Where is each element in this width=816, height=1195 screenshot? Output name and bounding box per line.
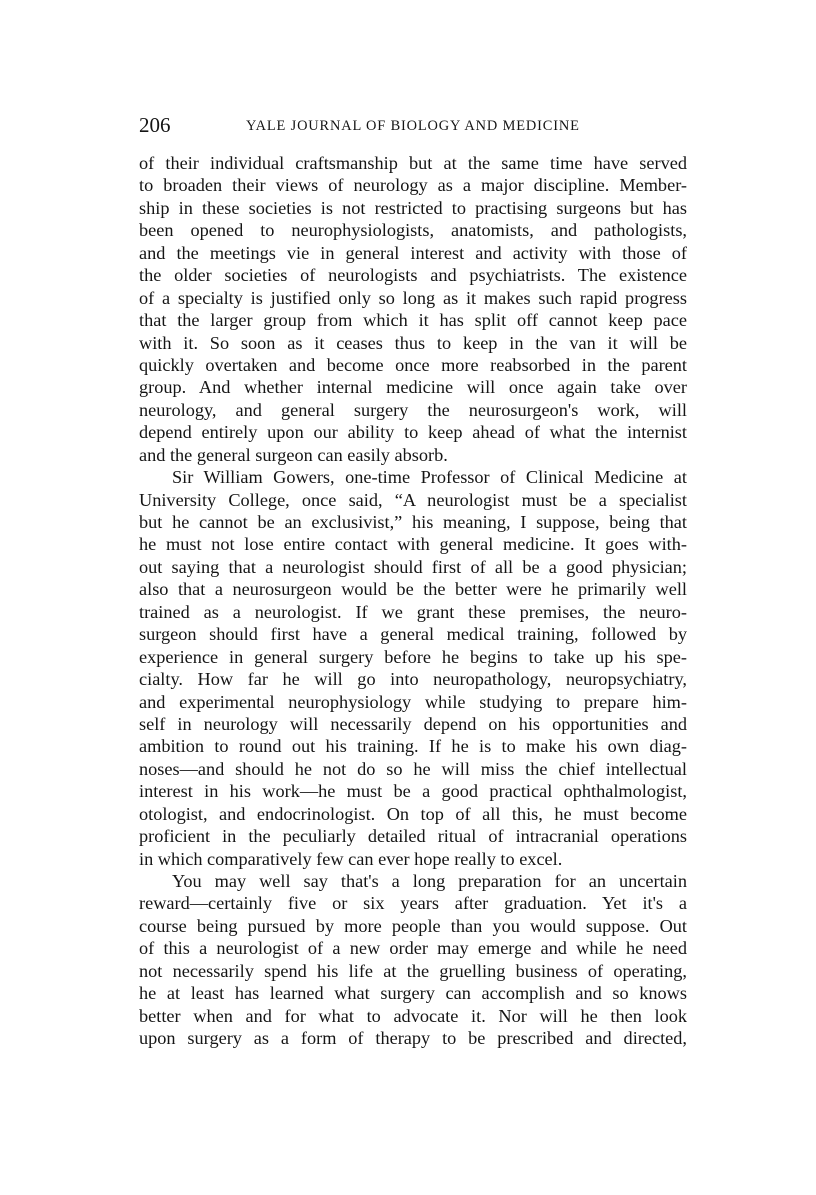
text-line: reward—certainly five or six years after graduation. Yet it's a [139, 893, 687, 914]
text-line: ambition to round out his training. If he is to make his own diag- [139, 736, 687, 757]
text-line: and the meetings vie in general interest and activity with those of [139, 242, 687, 263]
text-line: not necessarily spend his life at the gruelling business of operating, [139, 960, 687, 981]
text-line: that the larger group from which it has split off cannot keep pace [139, 310, 687, 331]
text-line: course being pursued by more people than you would suppose. Out [139, 915, 687, 936]
text-line: interest in his work—he must be a good practical ophthalmologist, [139, 781, 687, 802]
text-line: self in neurology will necessarily depend on his opportunities and [139, 713, 687, 734]
text-line: to broaden their views of neurology as a major discipline. Member- [139, 175, 687, 196]
text-line: group. And whether internal medicine will once again take over [139, 377, 687, 398]
text-line: also that a neurosurgeon would be the better were he primarily well [139, 579, 687, 600]
text-line: surgeon should first have a general medical training, followed by [139, 624, 687, 645]
text-line: better when and for what to advocate it. Nor will he then look [139, 1005, 687, 1026]
text-line: he at least has learned what surgery can accomplish and so knows [139, 983, 687, 1004]
text-line: neurology, and general surgery the neurosurgeon's work, will [139, 399, 687, 420]
body-text [139, 152, 687, 1050]
text-line: experience in general surgery before he begins to take up his spe- [139, 646, 687, 667]
text-line: the older societies of neurologists and psychiatrists. The existence [139, 265, 687, 286]
text-line: You may well say that's a long preparation for an uncertain [172, 871, 687, 891]
text-line: been opened to neurophysiologists, anatomists, and pathologists, [139, 220, 687, 241]
text-line: of this a neurologist of a new order may emerge and while he need [139, 938, 687, 959]
text-line: depend entirely upon our ability to keep ahead of what the internist [139, 422, 687, 443]
text-line: quickly overtaken and become once more reabsorbed in the parent [139, 354, 687, 375]
text-line: but he cannot be an exclusivist,” his meaning, I suppose, being that [139, 512, 687, 532]
text-line: upon surgery as a form of therapy to be prescribed and directed, [139, 1028, 687, 1049]
running-head: YALE JOURNAL OF BIOLOGY AND MEDICINE [246, 118, 580, 134]
text-line: University College, once said, “A neurologist must be a specialist [139, 489, 687, 510]
text-line: cialty. How far he will go into neuropathology, neuropsychiatry, [139, 669, 687, 690]
text-line: noses—and should he not do so he will miss the chief intellectual [139, 758, 687, 779]
text-line: trained as a neurologist. If we grant these premises, the neuro- [139, 601, 687, 622]
text-line: in which comparatively few can ever hope really to excel. [139, 848, 563, 869]
page-number: 206 [139, 113, 171, 137]
text-line: proficient in the peculiarly detailed ritual of intracranial operations [139, 826, 687, 847]
text-line: ship in these societies is not restricted to practising surgeons but has [139, 197, 687, 218]
text-line: and the general surgeon can easily absorb. [139, 444, 448, 465]
text-line: otologist, and endocrinologist. On top of all this, he must become [139, 803, 687, 824]
text-line: of their individual craftsmanship but at the same time have served [139, 153, 687, 173]
text-line: and experimental neurophysiology while studying to prepare him- [139, 691, 687, 712]
text-line: of a specialty is justified only so long as it makes such rapid progress [139, 287, 687, 308]
text-line: out saying that a neurologist should first of all be a good physician; [139, 556, 687, 577]
text-line: with it. So soon as it ceases thus to keep in the van it will be [139, 332, 687, 353]
text-line: Sir William Gowers, one-time Professor of Clinical Medicine at [172, 467, 687, 488]
page-header [139, 113, 687, 143]
text-line: he must not lose entire contact with general medicine. It goes with- [139, 534, 687, 555]
